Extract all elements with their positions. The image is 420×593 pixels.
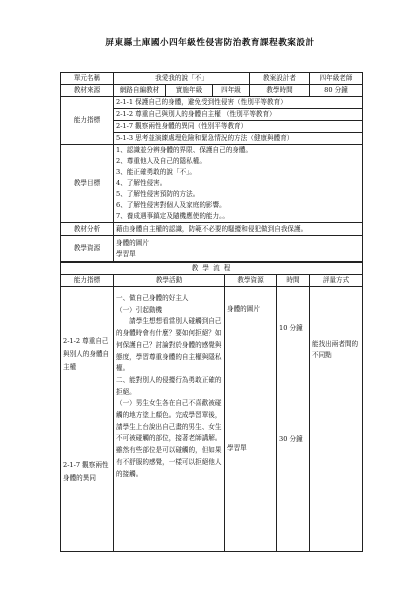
flow-time-1: 10 分鐘 (279, 324, 303, 332)
activity-line: （一）男生女生各在自己不喜歡被碰觸的地方塗上顏色。完成學習單後，請學生上台說出自己畫的男生、女生不可被碰觸的部位，接著老師講解。雖然有些部位是可以碰觸的，但如果有不舒服的感覺，一樣可以拒絕他人的接觸。 (116, 399, 222, 478)
resources-list (114, 236, 363, 262)
ability-list (114, 97, 363, 145)
source-row (61, 85, 363, 97)
flow-time-cell (277, 287, 310, 552)
flow-activity-cell (114, 287, 225, 552)
resource-item: 學習單 (116, 249, 136, 258)
col-time-header: 時間 (277, 275, 310, 287)
flow-body-row (61, 287, 363, 552)
activity-line: 請學生想想看當別人碰觸到自己的身體時會有什麼？要如何拒絕？如何保護自己？討論對於身體的感覺與態度，學習尊重身體的自主權與隱私權。 (116, 317, 222, 373)
resources-row (61, 236, 363, 262)
flow-ability-2: 2-1-7 觀察兩性身體的異同 (63, 461, 109, 482)
flow-eval-cell (310, 287, 363, 552)
goals-label: 教學目標 (61, 145, 114, 223)
flow-heading: 教 學 流 程 (61, 263, 363, 275)
unit-value: 我愛我的說「不」 (114, 73, 250, 85)
ability-item: 2-1-7 觀察兩性身體的異同（性別平等教育） (114, 121, 362, 133)
flow-heading-row (61, 263, 363, 275)
activity-line: 二、能對別人的侵擾行為勇敢正確的拒絕。 (116, 375, 222, 396)
analysis-value: 藉由身體自主權的認識，防範不必要的騷擾和侵犯做到自我保護。 (114, 223, 363, 236)
activity-line: 一、做自己身體的好主人 (116, 294, 189, 302)
col-eval-header: 評量方式 (310, 275, 363, 287)
analysis-label: 教材分析 (61, 223, 114, 236)
resource-item: 身體的圖片 (116, 238, 149, 247)
designer-value: 四年級老師 (310, 73, 363, 85)
ability-label: 能力指標 (61, 97, 114, 145)
grade-value: 四年級 (213, 85, 250, 97)
lesson-info-table (60, 72, 363, 262)
ability-row (61, 97, 363, 145)
col-resource-header: 教學資源 (225, 275, 277, 287)
col-ability-header: 能力指標 (61, 275, 114, 287)
goal-item: 2、尊重他人及自己的隱私權。 (116, 157, 206, 165)
grade-label: 實施年級 (166, 85, 213, 97)
unit-label: 單元名稱 (61, 73, 114, 85)
flow-ability-cell (61, 287, 114, 552)
teaching-flow-table (60, 262, 363, 552)
flow-resource-1: 身體的圖片 (227, 305, 260, 313)
goal-item: 7、養成遇事鎮定及隨機應使的能力。。 (116, 212, 229, 220)
goals-row (61, 145, 363, 223)
time-value: 80 分鐘 (310, 85, 363, 97)
activity-line: （一）引起動機 (116, 305, 163, 314)
flow-resource-2: 學習單 (227, 444, 247, 452)
source-label: 教材來源 (61, 85, 114, 97)
flow-header-row (61, 275, 363, 287)
time-label: 教學時間 (250, 85, 310, 97)
analysis-row (61, 223, 363, 236)
source-value: 網路自編教材 (114, 85, 166, 97)
document-title: 屏東縣土庫國小四年級性侵害防治教育課程教案設計 (105, 38, 315, 48)
goal-item: 1、認識並分辨身體的界限、保護自己的身體。 (116, 146, 253, 154)
flow-ability-1: 2-1-2 尊重自己與別人的身體自主權 (63, 337, 110, 371)
ability-item: 2-1-2 尊重自己與別人的身體自主權 （性別平等教育） (114, 109, 362, 121)
flow-time-2: 30 分鐘 (279, 435, 303, 443)
unit-row (61, 73, 363, 85)
goal-item: 5、了解性侵害預防的方法。 (116, 190, 200, 198)
goal-item: 4、了解性侵害。 (116, 179, 167, 187)
goals-list (114, 145, 363, 223)
flow-eval-1: 能找出兩者間的不同點 (312, 340, 359, 359)
goal-item: 3、能正確勇敢的說「不」。 (116, 168, 197, 176)
goal-item: 6、了解性侵害對個人及家庭的影響。 (116, 201, 226, 209)
resources-label: 教學資源 (61, 236, 114, 262)
ability-item: 5-1-3 思考並演練處理危險和緊急情況的方法（健康與體育） (116, 134, 294, 142)
ability-item: 2-1-1 保護自己的身體，避免受到性侵害（性別平等教育） (114, 97, 362, 109)
designer-label: 教案設計者 (250, 73, 310, 85)
col-activity-header: 教學活動 (114, 275, 225, 287)
flow-resource-cell (225, 287, 277, 552)
